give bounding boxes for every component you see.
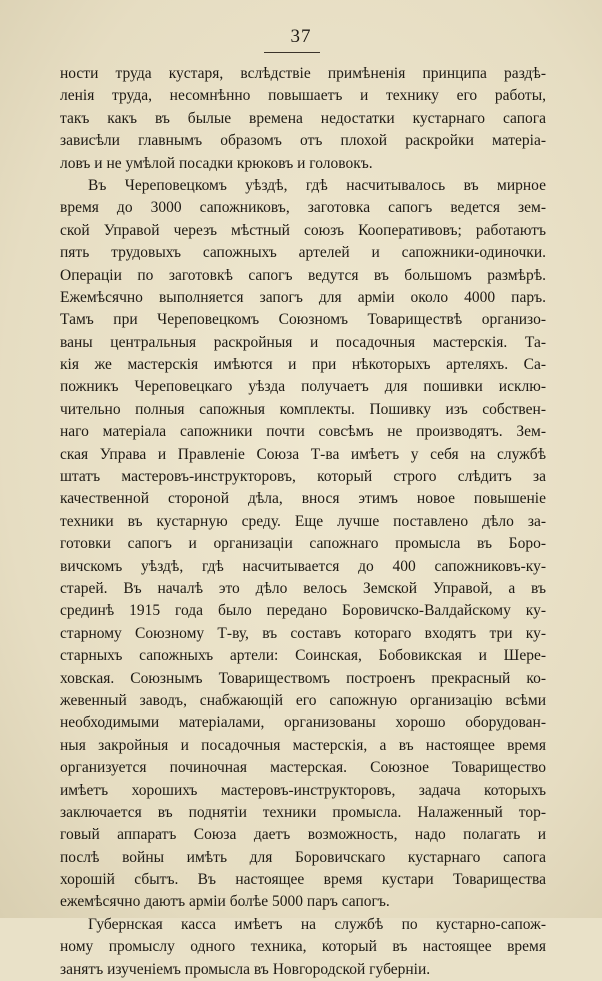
text-line: ности труда кустаря, вслѣдствіе примѣненія принципа раздѣ- [60,65,546,82]
text-line: говый аппаратъ Союза даетъ возможность, надо полагать и [60,826,546,844]
text-line: старей. Въ началѣ это дѣло велось Земской Управой, а въ [60,579,546,597]
page-number: 37 [290,26,312,47]
text-line: Тамъ при Череповецкомъ Союзномъ Товариществѣ организо- [60,311,546,329]
header-rule [264,52,320,53]
body-text [60,63,546,981]
text-line: ныя закройныя и посадочныя мастерскія, а въ настоящее время [60,736,546,754]
text-line: жевенный заводъ, снабжающій его сапожную организацію всѣми [60,691,546,709]
text-line: такъ какъ въ былые времена недостатки кустарнаго сапога [60,109,546,127]
text-line: послѣ войны имѣть для Боровичскаго кустарнаго сапога [60,848,546,866]
text-line: организуется починочная мастерская. Союзное Товарищество [60,759,546,777]
text-line: зависѣли главнымъ образомъ отъ плохой раскройки матеріа- [60,132,546,150]
text-line: ежемѣсячно даютъ арміи болѣе 5000 паръ сапогъ. [60,893,390,911]
text-line: Губернская касса имѣетъ на службѣ по кустарно-сапож- [88,915,546,933]
text-line: наго матеріала сапожники почти совсѣмъ не производятъ. Зем- [60,423,546,441]
text-line: пожникъ Череповецкаго уѣзда получаетъ для пошивки исклю- [60,378,546,396]
text-line: ловъ и не умѣлой посадки крюковъ и головокъ. [60,154,373,172]
text-line: необходимыми матеріалами, организованы хорошо оборудован- [60,714,546,732]
text-line: время до 3000 сапожниковъ, заготовка сапогъ ведется зем- [60,199,546,217]
text-line: пять трудовыхъ сапожныхъ артелей и сапожники-одиночки. [60,244,546,262]
text-line: ховская. Союзнымъ Товариществомъ построенъ прекрасный ко- [60,669,546,687]
text-line: хорошій сбытъ. Въ настоящее время кустари Товарищества [60,871,546,889]
text-line: вичскомъ уѣздѣ, гдѣ насчитывается до 400 сапожниковъ-ку- [60,557,546,575]
text-line: ленія труда, несомнѣнно повышаетъ и технику его работы, [60,87,546,105]
text-line: Операціи по заготовкѣ сапогъ ведутся въ большомъ размѣрѣ. [60,266,546,284]
text-line: техники въ кустарную среду. Еще лучше поставлено дѣло за- [60,512,546,530]
text-line: Ежемѣсячно выполняется запогъ для арміи около 4000 паръ. [60,288,546,306]
text-line: чительно полныя сапожныя комплекты. Пошивку изъ собствен- [60,400,546,418]
text-line: готовки сапогъ и организаціи сапожнаго промысла въ Боро- [60,535,546,553]
text-line: кія же мастерскія имѣются и при нѣкоторыхъ артеляхъ. Са- [60,356,546,374]
text-line: срединѣ 1915 года было передано Боровичско-Валдайскому ку- [60,602,546,620]
text-line: ской Управой черезъ мѣстный союзъ Кооперативовъ; работаютъ [60,221,546,239]
text-line: ному промыслу одного техника, который въ настоящее время [60,938,546,956]
text-line: ская Управа и Правленіе Союза Т-ва имѣетъ у себя на службѣ [60,445,546,463]
text-line: старныхъ сапожныхъ артели: Соинская, Бобовикская и Шере- [60,647,546,665]
text-line: занятъ изученіемъ промысла въ Новгородской губерніи. [60,960,431,978]
text-line: штатъ мастеровъ-инструкторовъ, который строго слѣдитъ за [60,468,546,486]
text-line: ваны центральныя раскройныя и посадочныя мастерскія. Та- [60,333,546,351]
text-line: имѣетъ хорошихъ мастеровъ-инструкторовъ, задача которыхъ [60,781,546,799]
text-line: качественной стороной дѣла, внося этимъ новое повышеніе [60,490,546,508]
text-line: Въ Череповецкомъ уѣздѣ, гдѣ насчитывалось въ мирное [88,176,546,194]
text-line: заключается въ поднятіи техники промысла. Налаженный тор- [60,803,546,821]
text-line: старному Союзному Т-ву, въ составъ котораго входятъ три ку- [60,624,546,642]
